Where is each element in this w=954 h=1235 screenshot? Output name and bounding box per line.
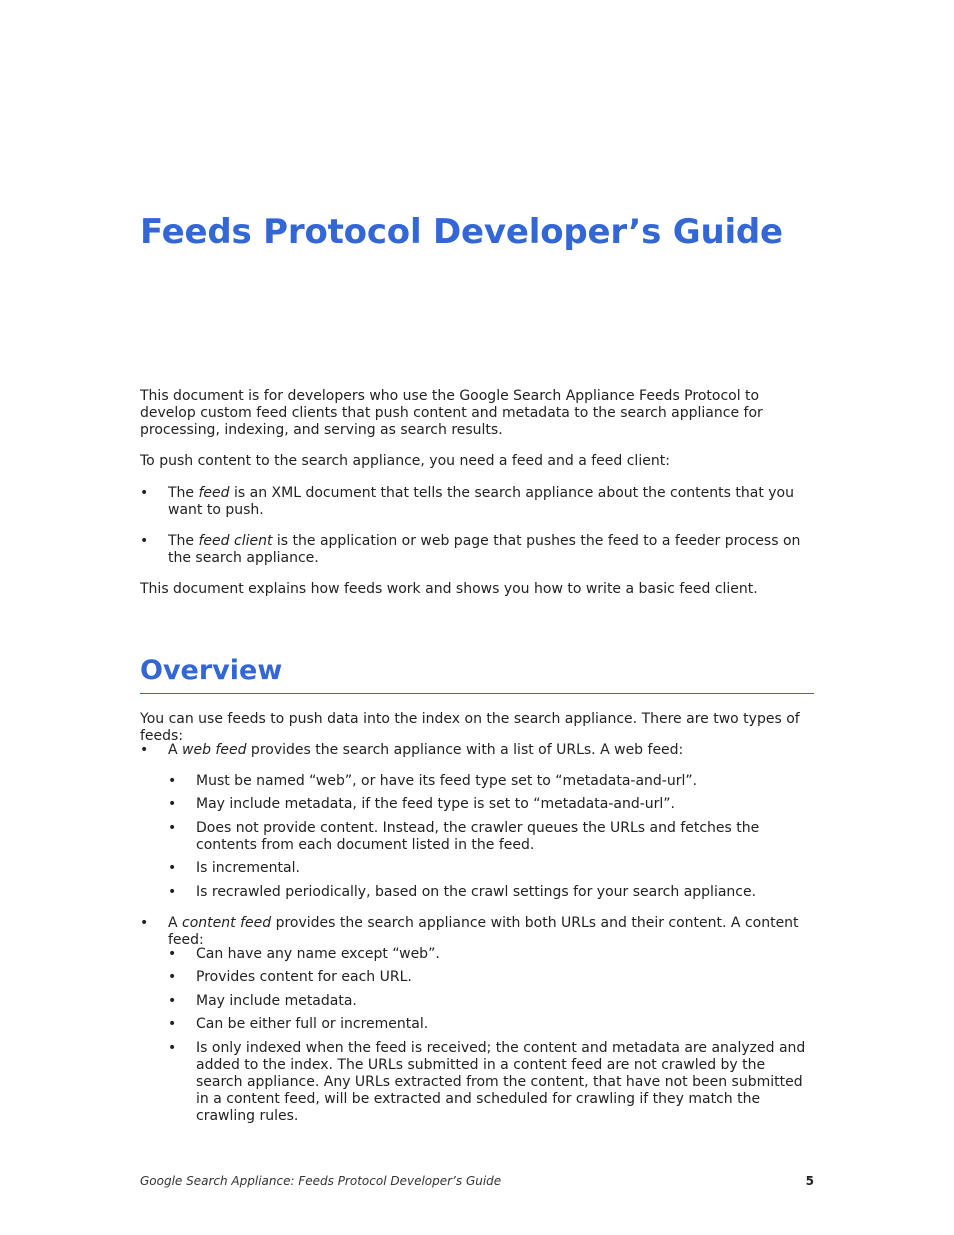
bullet-dot: •	[168, 796, 177, 812]
bullet-dot: •	[168, 969, 177, 985]
list-item-text: Does not provide content. Instead, the crawler queues the URLs and fetches the contents from each document listed in the feed.	[196, 820, 760, 853]
list-item-text: May include metadata, if the feed type is set to “metadata-and-url”.	[196, 796, 675, 812]
bullet-dot: •	[140, 485, 149, 501]
bullet-dot: •	[168, 773, 177, 789]
list-item-text: Is recrawled periodically, based on the crawl settings for your search appliance.	[196, 884, 757, 900]
footer-document-title: Google Search Appliance: Feeds Protocol Developer’s Guide	[140, 1174, 502, 1188]
page-title: Feeds Protocol Developer’s Guide	[140, 212, 783, 252]
heading-underline	[140, 693, 814, 694]
bullet-dot: •	[168, 946, 177, 962]
bullet-text: The feed client is the application or web page that pushes the feed to a feeder process on the search appliance.	[168, 533, 801, 566]
bullet-dot: •	[168, 1040, 177, 1056]
bullet-dot: •	[168, 993, 177, 1009]
bullet-text: The feed is an XML document that tells the search appliance about the contents that you want to push.	[168, 485, 794, 518]
bullet-text: A web feed provides the search appliance with a list of URLs. A web feed:	[168, 742, 684, 758]
bullet-dot: •	[168, 1016, 177, 1032]
bullet-text: A content feed provides the search appliance with both URLs and their content. A content feed:	[168, 915, 799, 948]
bullet-dot: •	[168, 820, 177, 836]
list-item-text: Can be either full or incremental.	[196, 1016, 429, 1032]
list-item-text: Is incremental.	[196, 860, 300, 876]
list-item-text: Is only indexed when the feed is received; the content and metadata are analyzed and added to the index. The URLs submitted in a content feed are not crawled by the search appliance. Any URLs extracted from the content, that have not been submitted in a content feed, will be extracted and scheduled for crawling if they match the crawling rules.	[196, 1040, 806, 1124]
bullet-dot: •	[140, 915, 149, 931]
overview-paragraph: You can use feeds to push data into the index on the search appliance. There are two types of feeds:	[140, 711, 800, 744]
list-item-text: Provides content for each URL.	[196, 969, 412, 985]
list-item-text: May include metadata.	[196, 993, 357, 1009]
bullet-dot: •	[168, 860, 177, 876]
intro-paragraph-3: This document explains how feeds work and shows you how to write a basic feed client.	[140, 581, 758, 597]
section-heading-overview: Overview	[140, 655, 283, 686]
intro-paragraph-2: To push content to the search appliance, you need a feed and a feed client:	[140, 453, 670, 469]
list-item-text: Can have any name except “web”.	[196, 946, 440, 962]
list-item-text: Must be named “web”, or have its feed type set to “metadata-and-url”.	[196, 773, 698, 789]
bullet-dot: •	[140, 742, 149, 758]
intro-paragraph-1: This document is for developers who use the Google Search Appliance Feeds Protocol to develop custom feed clients that push content and metadata to the search appliance for processing, indexing, and serving as search results.	[140, 388, 763, 438]
bullet-dot: •	[168, 884, 177, 900]
footer-page-number: 5	[805, 1174, 814, 1188]
bullet-dot: •	[140, 533, 149, 549]
